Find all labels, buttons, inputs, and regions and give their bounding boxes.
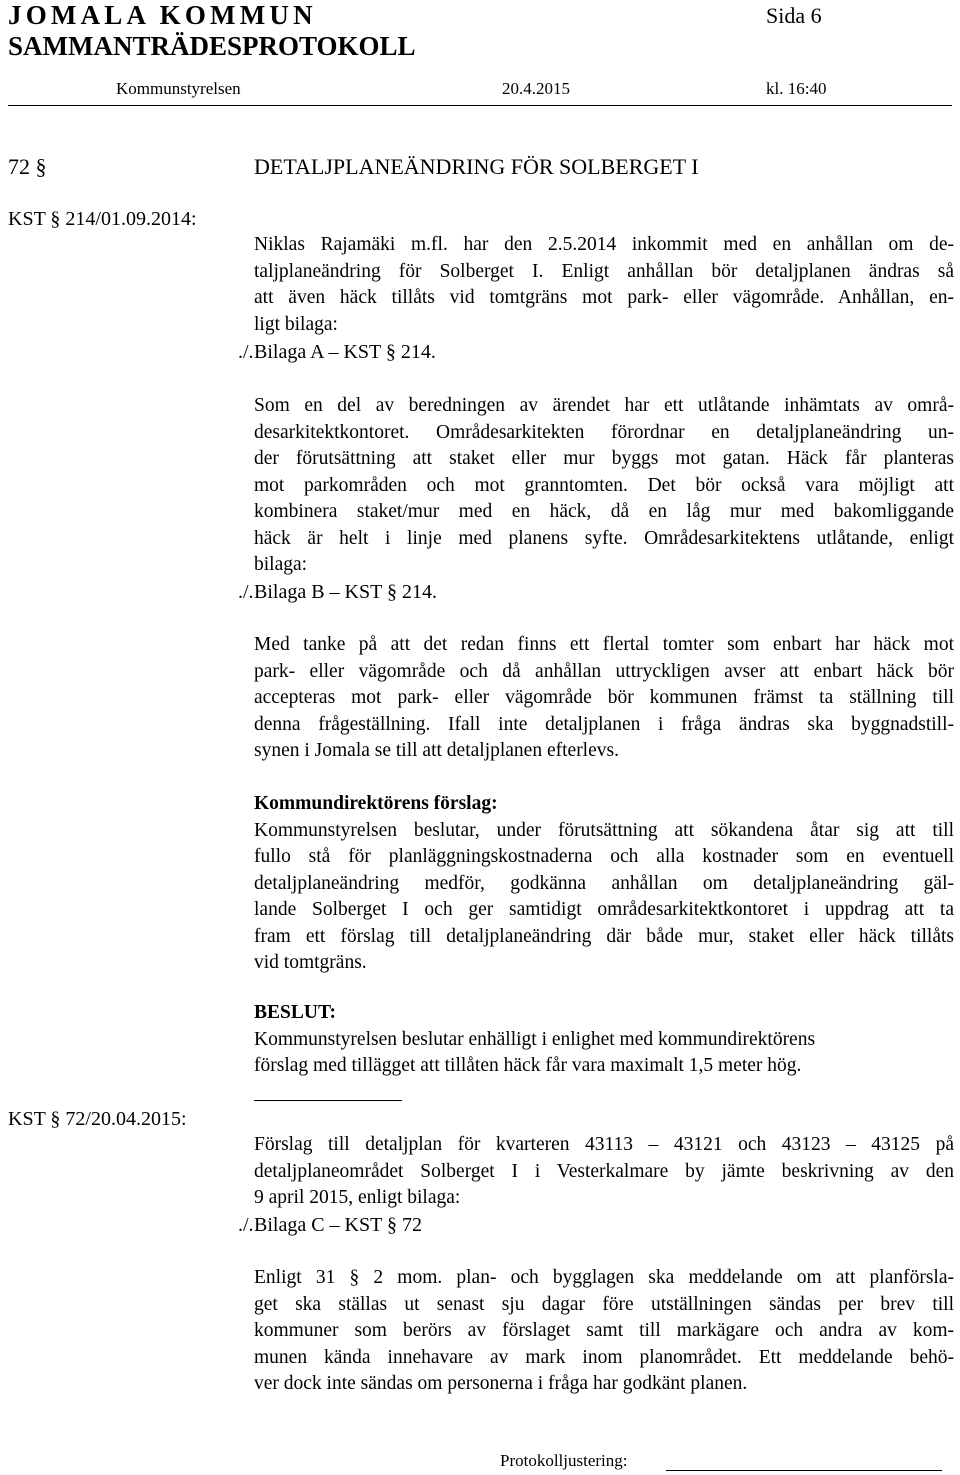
paragraph-plan-proposal: Förslag till detaljplan för kvarteren 43113 – 43121 och 43123 – 43125 på detaljplaneområdet Solberget I i Vesterkalmare by jämte beskrivning av den 9 april 2015, enligt bilaga: xyxy=(254,1134,954,1208)
paragraph-statement: Som en del av beredningen av ärendet har ett utlåtande inhämtats av områ- desarkitektkontoret. Områdesarkitekten förordnar en detaljplaneändring un- der förutsättning att staket eller mur byggs mot gatan. Häck får planteras mot parkområden och mot granntomten. Det bör också vara möjligt att kombinera staket/mur med en häck, då en låg mur med bakomliggande häck är helt i linje med planens syfte. Områdesarkitektens utlåtande, enligt bilaga: xyxy=(254,395,954,575)
decision-heading: BESLUT: xyxy=(254,1002,336,1023)
reference-kst-72: KST § 72/20.04.2015: xyxy=(8,1108,187,1130)
attachment-mark: ./. xyxy=(238,1214,254,1236)
paragraph-notice: Enligt 31 § 2 mom. plan- och bygglagen ska meddelande om att planförsla- get ska ställas ut senast sju dagar före utställningen sändas per brev till kommuner som berörs av förslaget samt till markägare och andra av kom- munen kända innehavare av mark inom planområdet. Ett meddelande behö- ver dock inte sändas om personerna i fråga har godkänt planen. xyxy=(254,1267,954,1394)
section-title: DETALJPLANEÄNDRING FÖR SOLBERGET I xyxy=(254,154,699,179)
document-type: SAMMANTRÄDESPROTOKOLL xyxy=(8,31,416,61)
meeting-time: kl. 16:40 xyxy=(766,79,827,98)
paragraph-consideration: Med tanke på att det redan finns ett flertal tomter som enbart har häck mot park- eller vägområde och då anhållan uttryckligen avser att enbart häck bör accepteras mot park- eller vägområde bör kommunen främst ta ställning till denna frågeställning. Ifall inte detaljplanen i fråga ändras ska byggnadstill- synen i Jomala se till att detaljplanen efterlevs. xyxy=(254,634,954,761)
reference-kst-214: KST § 214/01.09.2014: xyxy=(8,208,197,230)
signature-line xyxy=(666,1470,942,1471)
attachment-a: Bilaga A – KST § 214. xyxy=(254,341,436,363)
paragraph-request: Niklas Rajamäki m.fl. har den 2.5.2014 inkommit med en anhållan om de- taljplaneändring för Solberget I. Enligt anhållan bör detaljplanen ändras så att även häck tillåts vid tomtgräns mot park- eller vägområde. Anhållan, en- ligt bilaga: xyxy=(254,234,954,335)
proposal-section: Kommundirektörens förslag: Kommunstyrelsen beslutar, under förutsättning att sökandena åtar sig att till fullo stå för planläggningskostnaderna och alla kostnader som en eventuell detaljplaneändring medför, godkänna anhållan om detaljplaneändring gäl- lande Solberget I och ger samtidigt områdesarkitektkontoret i uppdrag att ta fram ett förslag till detaljplaneändring där både mur, staket eller häck tillåts vid tomtgräns. xyxy=(254,793,954,973)
meeting-body: Kommunstyrelsen xyxy=(116,79,241,98)
separator-rule xyxy=(254,1100,402,1101)
meeting-date: 20.4.2015 xyxy=(502,79,570,98)
attachment-b: Bilaga B – KST § 214. xyxy=(254,581,437,603)
attachment-mark: ./. xyxy=(238,581,254,603)
decision-section: BESLUT: Kommunstyrelsen beslutar enhälligt i enlighet med kommundirektörens förslag med tillägget att tillåten häck får vara maximalt 1,5 meter hög. xyxy=(254,1000,954,1080)
proposal-heading: Kommundirektörens förslag: xyxy=(254,793,498,814)
municipality-title: JOMALA KOMMUN xyxy=(8,0,317,30)
section-number: 72 § xyxy=(8,154,47,179)
minutes-verification-label: Protokolljustering: xyxy=(500,1451,628,1470)
attachment-c: Bilaga C – KST § 72 xyxy=(254,1214,422,1236)
header-rule xyxy=(8,105,952,106)
page-number: Sida 6 xyxy=(766,3,822,28)
attachment-mark: ./. xyxy=(238,341,254,363)
